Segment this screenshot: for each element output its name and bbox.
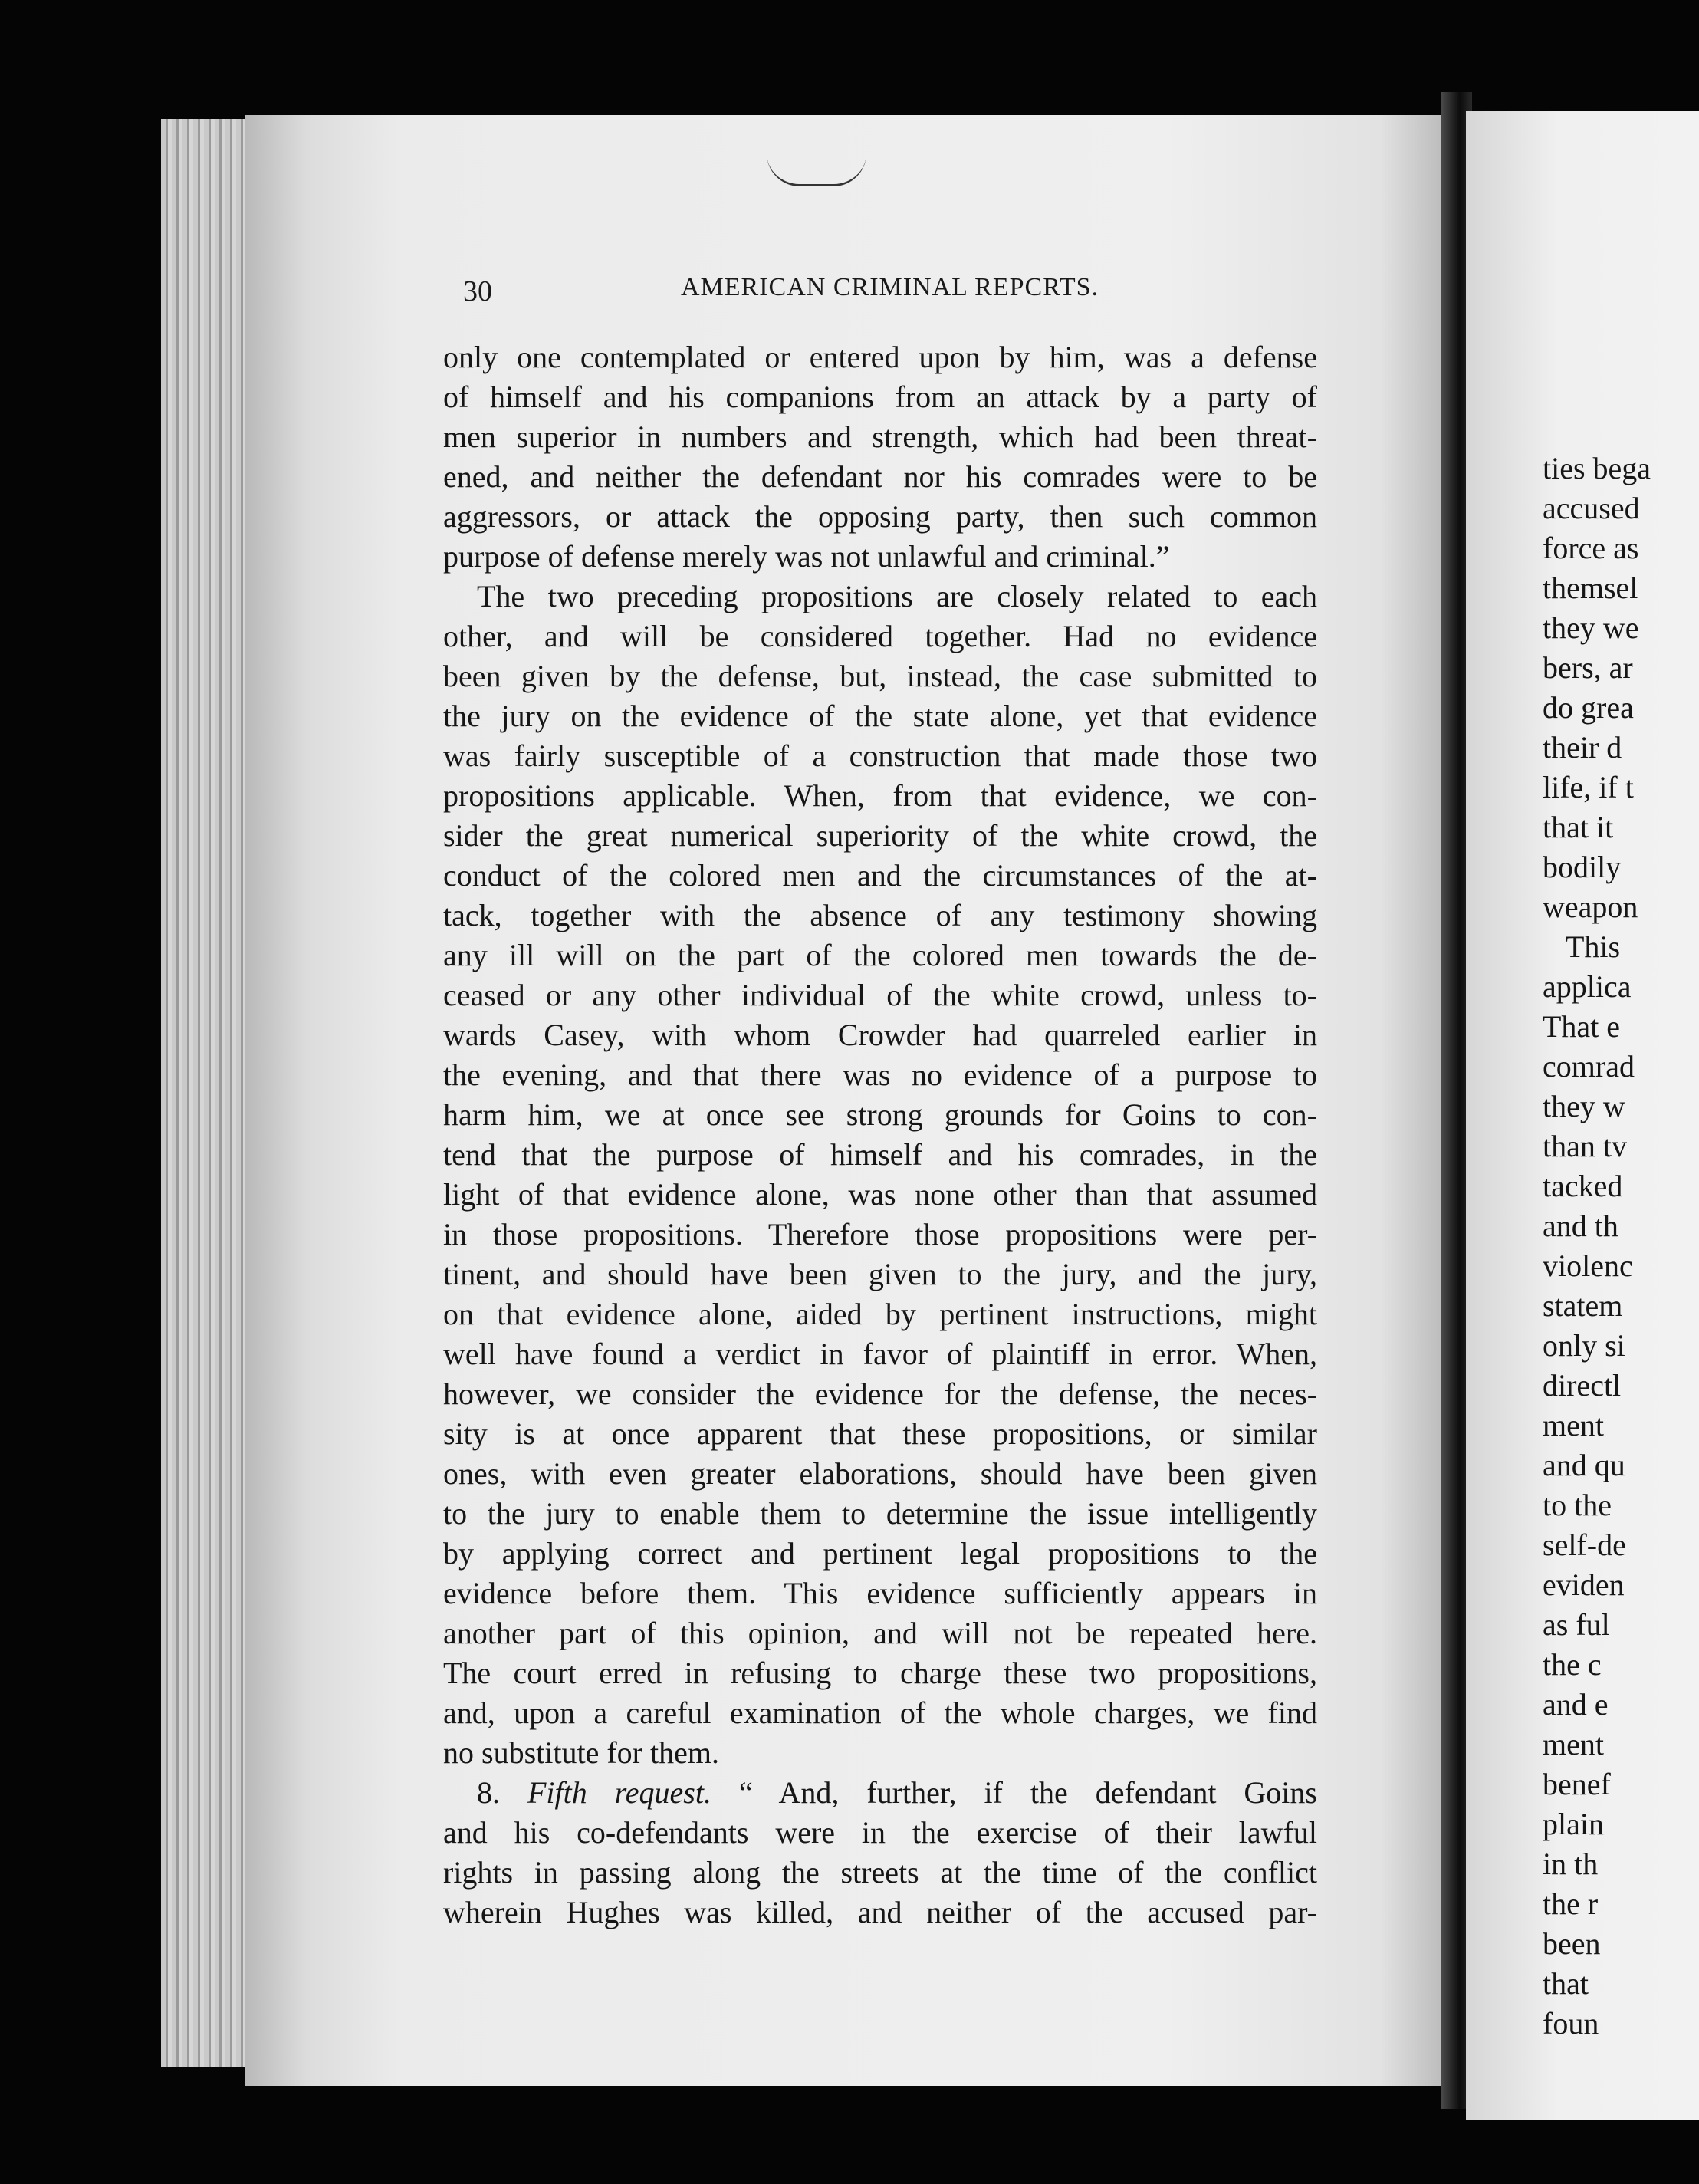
right-page [1466, 111, 1699, 2120]
text-line: by applying correct and pertinent legal propositions to the [443, 1536, 1317, 1571]
text-line: aggressors, or attack the opposing party, then such common [443, 499, 1317, 534]
text-line: force as [1543, 531, 1639, 565]
text-line: life, if t [1543, 770, 1634, 804]
text-line: the evening, and that there was no evidence of a purpose to [443, 1057, 1317, 1092]
text-line: men superior in numbers and strength, which had been threat- [443, 419, 1317, 454]
text-line: any ill will on the part of the colored men towards the de- [443, 938, 1317, 972]
text-line: tacked [1543, 1169, 1623, 1203]
text-line: evidence before them. This evidence sufficiently appears in [443, 1576, 1317, 1610]
text-line: another part of this opinion, and will not be repeated here. [443, 1616, 1317, 1650]
text-line: the jury on the evidence of the state alone, yet that evidence [443, 699, 1317, 733]
text-line: was fairly susceptible of a construction that made those two [443, 738, 1317, 773]
text-line: directl [1543, 1368, 1622, 1403]
text-line: comrad [1543, 1049, 1635, 1084]
text-line: that it [1543, 810, 1614, 844]
text-line: sity is at once apparent that these propositions, or similar [443, 1416, 1317, 1451]
text-line: The court erred in refusing to charge these two propositions, [443, 1656, 1317, 1690]
text-line: eviden [1543, 1567, 1625, 1602]
text-line: The two preceding propositions are closely related to each [477, 579, 1317, 613]
text-line: well have found a verdict in favor of plaintiff in error. When, [443, 1337, 1317, 1371]
text-line: ties bega [1543, 451, 1651, 485]
text-line: as ful [1543, 1607, 1610, 1642]
text-line: they we [1543, 610, 1639, 645]
text-line: statem [1543, 1288, 1623, 1323]
text-line: self-de [1543, 1528, 1626, 1562]
text-line: in those propositions. Therefore those propositions were per- [443, 1217, 1317, 1252]
text-line: accused [1543, 491, 1640, 525]
text-line: their d [1543, 730, 1622, 765]
text-line: conduct of the colored men and the circumstances of the at- [443, 858, 1317, 893]
text-line: other, and will be considered together. Had no evidence [443, 619, 1317, 653]
text-line: of himself and his companions from an attack by a party of [443, 380, 1317, 414]
text-line: That e [1543, 1009, 1621, 1044]
text-line: than tv [1543, 1129, 1627, 1163]
text-line: the r [1543, 1886, 1599, 1921]
text-line: applica [1543, 969, 1632, 1004]
request-heading: Fifth request. [527, 1775, 711, 1810]
text-line: to the jury to enable them to determine the issue intelligently [443, 1496, 1317, 1531]
text-line: they w [1543, 1089, 1625, 1123]
text-line: been [1543, 1926, 1601, 1961]
text-line: bers, ar [1543, 650, 1633, 685]
text-line: This [1566, 929, 1621, 964]
fifth-request-line [443, 1773, 1317, 1813]
text-line: ment [1543, 1727, 1604, 1761]
text-line: weapon [1543, 890, 1638, 924]
text-line: rights in passing along the streets at the time of the conflict [443, 1855, 1317, 1890]
text-line: bodily [1543, 850, 1622, 884]
text-line: benef [1543, 1767, 1611, 1801]
text-line: however, we consider the evidence for the defense, the neces- [443, 1377, 1317, 1411]
text-line: propositions applicable. When, from that evidence, we con- [443, 778, 1317, 813]
text-line: that [1543, 1966, 1589, 2001]
text-line: wherein Hughes was killed, and neither of the accused par- [443, 1895, 1317, 1929]
text-line: harm him, we at once see strong grounds for Goins to con- [443, 1097, 1317, 1132]
text-line: purpose of defense merely was not unlawful and criminal.” [443, 539, 1170, 574]
text-line: do grea [1543, 690, 1634, 725]
text-line: tack, together with the absence of any testimony showing [443, 898, 1317, 932]
request-text: “ And, further, if the defendant Goins [738, 1775, 1317, 1810]
text-line: and, upon a careful examination of the whole charges, we find [443, 1696, 1317, 1730]
running-head: AMERICAN CRIMINAL REPCRTS. [681, 273, 1099, 301]
text-line: plain [1543, 1807, 1604, 1841]
text-line: violenc [1543, 1248, 1633, 1283]
text-line: and qu [1543, 1448, 1625, 1482]
text-line: foun [1543, 2006, 1599, 2041]
text-line: and e [1543, 1687, 1609, 1722]
text-line: to the [1543, 1488, 1612, 1522]
right-page-text [1543, 449, 1651, 2044]
text-line: in th [1543, 1847, 1599, 1881]
text-line: ment [1543, 1408, 1604, 1442]
text-line: themsel [1543, 571, 1638, 605]
text-line: ceased or any other individual of the white crowd, unless to- [443, 978, 1317, 1012]
text-line: sider the great numerical superiority of the white crowd, the [443, 818, 1317, 853]
text-line: light of that evidence alone, was none other than that assumed [443, 1177, 1317, 1212]
text-line: the c [1543, 1647, 1602, 1682]
text-line: ened, and neither the defendant nor his comrades were to be [443, 459, 1317, 494]
text-line: on that evidence alone, aided by pertinent instructions, might [443, 1297, 1317, 1331]
text-line: no substitute for them. [443, 1735, 719, 1770]
text-line: tinent, and should have been given to the jury, and the jury, [443, 1257, 1317, 1291]
text-line: tend that the purpose of himself and his comrades, in the [443, 1137, 1317, 1172]
text-line: and th [1543, 1209, 1618, 1243]
body-text [443, 337, 1317, 1932]
page-number: 30 [463, 275, 492, 308]
text-line: and his co-defendants were in the exercise of their lawful [443, 1815, 1317, 1850]
text-line: only si [1543, 1328, 1625, 1363]
text-line: only one contemplated or entered upon by him, was a defense [443, 340, 1317, 374]
request-number: 8. [477, 1775, 500, 1810]
text-line: been given by the defense, but, instead, the case submitted to [443, 659, 1317, 693]
text-line: wards Casey, with whom Crowder had quarreled earlier in [443, 1018, 1317, 1052]
text-line: ones, with even greater elaborations, should have been given [443, 1456, 1317, 1491]
